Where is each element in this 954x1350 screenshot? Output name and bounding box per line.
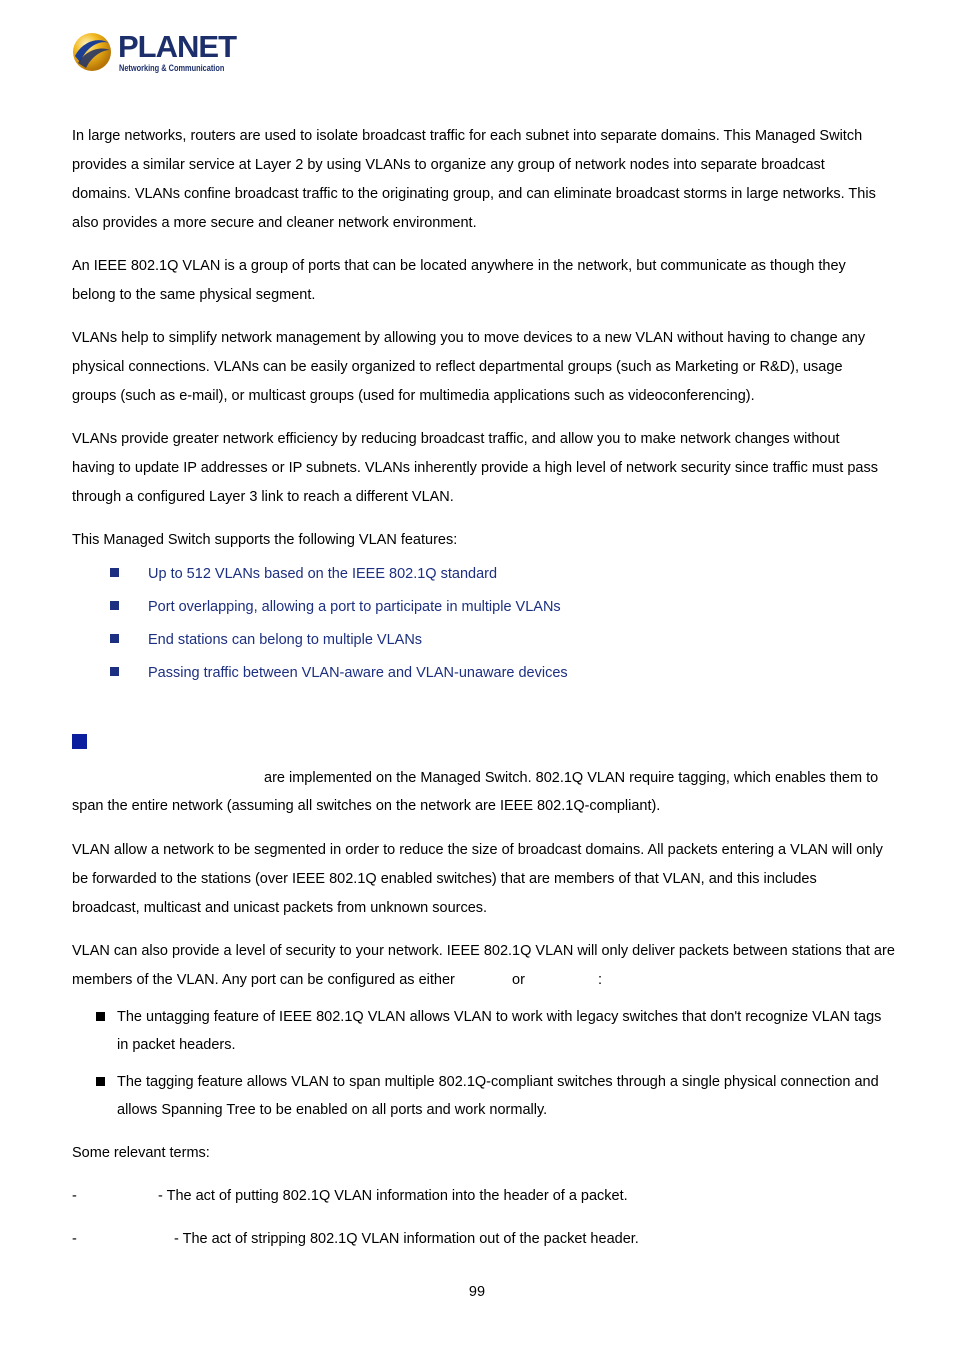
ieee-paragraph-3-line-2b: or bbox=[512, 972, 525, 988]
square-bullet-icon bbox=[110, 667, 119, 676]
term-1-definition: - The act of putting 802.1Q VLAN information into the header of a packet. bbox=[158, 1188, 628, 1204]
ieee-paragraph-3-line-1: VLAN can also provide a level of security to your network. IEEE 802.1Q VLAN will only deliver packets between stations that are bbox=[72, 943, 895, 959]
terms-intro: Some relevant terms: bbox=[72, 1145, 210, 1161]
section-heading-marker-icon bbox=[72, 734, 87, 749]
intro-paragraph-5: This Managed Switch supports the following VLAN features: bbox=[72, 532, 458, 548]
logo-tagline: Networking & Communication bbox=[119, 63, 225, 73]
ieee-paragraph-1-line-1: are implemented on the Managed Switch. 802.1Q VLAN require tagging, which enables them to bbox=[264, 770, 879, 786]
logo-wordmark: PLANET bbox=[118, 29, 236, 64]
square-bullet-icon bbox=[110, 634, 119, 643]
intro-paragraph-1: In large networks, routers are used to isolate broadcast traffic for each subnet into separate domains. This Managed Switch provides a similar service at Layer 2 by using VLANs to organize any group of network nodes into separate broadcast domains. VLANs confine broadcast traffic to the originating group, and can eliminate broadcast storms in large networks. This also provides a more secure and cleaner network environment. bbox=[72, 128, 876, 231]
term-2-dash: - bbox=[72, 1231, 77, 1247]
feature-item: Passing traffic between VLAN-aware and VLAN-unaware devices bbox=[110, 663, 568, 683]
feature-item: Port overlapping, allowing a port to participate in multiple VLANs bbox=[110, 597, 561, 617]
ieee-paragraph-3-line-2c: : bbox=[598, 972, 603, 988]
ieee-paragraph-2: VLAN allow a network to be segmented in order to reduce the size of broadcast domains. All packets entering a VLAN will only be forwarded to the stations (over IEEE 802.1Q enabled switches) that are members of that VLAN, and this includes broadcast, multicast and unicast packets from unknown sources. bbox=[72, 842, 883, 916]
ieee-paragraph-3-line-2a: members of the VLAN. Any port can be configured as either bbox=[72, 972, 455, 988]
feature-item: End stations can belong to multiple VLANs bbox=[110, 630, 422, 650]
square-bullet-icon bbox=[96, 1077, 105, 1086]
intro-paragraph-4: VLANs provide greater network efficiency by reducing broadcast traffic, and allow you to make network changes without having to update IP addresses or IP subnets. VLANs inherently provide a high level of network security since traffic must pass through a configured Layer 3 link to reach a different VLAN. bbox=[72, 431, 878, 505]
tagging-bullet-item: The tagging feature allows VLAN to span multiple 802.1Q-compliant switches through a single physical connection and allows Spanning Tree to be enabled on all ports and work normally. bbox=[96, 1068, 886, 1124]
planet-logo bbox=[72, 30, 234, 74]
tagging-bullet-item: The untagging feature of IEEE 802.1Q VLAN allows VLAN to work with legacy switches that don't recognize VLAN tags in packet headers. bbox=[96, 1003, 886, 1059]
globe-icon bbox=[72, 32, 112, 72]
intro-paragraph-3: VLANs help to simplify network management by allowing you to move devices to a new VLAN without having to change any physical connections. VLANs can be easily organized to reflect departmental groups (such as Marketing or R&D), usage groups (such as e-mail), or multicast groups (used for multimedia applications such as videoconferencing). bbox=[72, 330, 866, 404]
term-2-definition: - The act of stripping 802.1Q VLAN information out of the packet header. bbox=[174, 1231, 639, 1247]
square-bullet-icon bbox=[110, 601, 119, 610]
page-number: 99 bbox=[468, 1284, 486, 1300]
square-bullet-icon bbox=[96, 1012, 105, 1021]
intro-paragraph-2: An IEEE 802.1Q VLAN is a group of ports that can be located anywhere in the network, but communicate as though they belong to the same physical segment. bbox=[72, 258, 846, 303]
square-bullet-icon bbox=[110, 568, 119, 577]
feature-item: Up to 512 VLANs based on the IEEE 802.1Q standard bbox=[110, 564, 497, 584]
term-1-dash: - bbox=[72, 1188, 77, 1204]
ieee-paragraph-1-line-2: span the entire network (assuming all switches on the network are IEEE 802.1Q-compliant). bbox=[72, 798, 661, 814]
